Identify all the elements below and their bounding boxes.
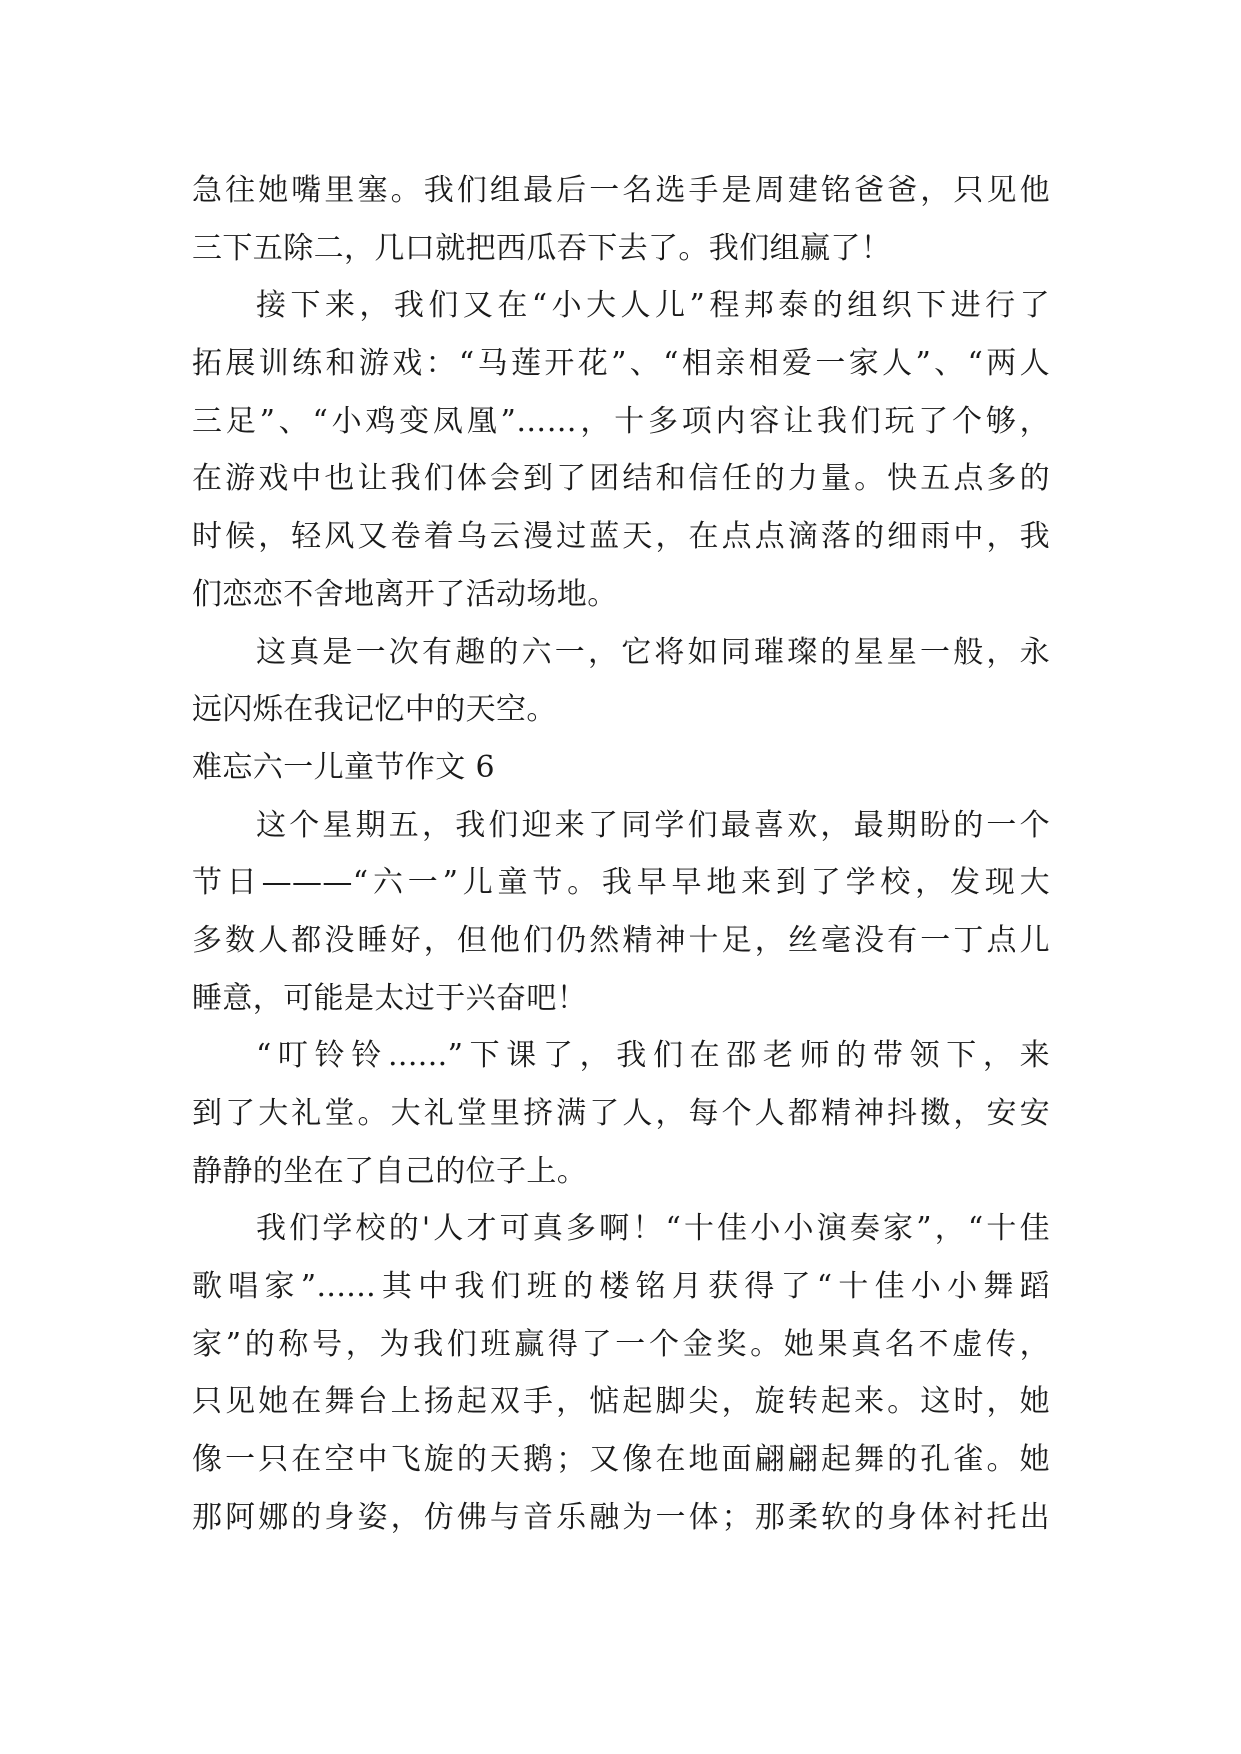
text-line: 静静的坐在了自己的位子上。 — [192, 1153, 588, 1189]
text-line: 拓展训练和游戏：“马莲开花”、“相亲相爱一家人”、“两人 — [192, 346, 1050, 382]
text-line: 家”的称号，为我们班赢得了一个金奖。她果真名不虚传， — [192, 1326, 1050, 1362]
text-line: 时候，轻风又卷着乌云漫过蓝天，在点点滴落的细雨中，我 — [192, 519, 1050, 555]
text-line: 三足”、“小鸡变凤凰”……，十多项内容让我们玩了个够， — [192, 403, 1050, 439]
text-line: 到了大礼堂。大礼堂里挤满了人，每个人都精神抖擞，安安 — [192, 1096, 1050, 1131]
text-line: 歌唱家”......其中我们班的楼铭月获得了“十佳小小舞蹈 — [192, 1269, 1050, 1305]
paragraph-first-line: “叮铃铃......”下课了，我们在邵老师的带领下，来 — [256, 1038, 1050, 1074]
text-line: 在游戏中也让我们体会到了团结和信任的力量。快五点多的 — [192, 461, 1050, 497]
text-line: 远闪烁在我记忆中的天空。 — [192, 692, 557, 728]
paragraph-first-line: 这个星期五，我们迎来了同学们最喜欢，最期盼的一个 — [256, 807, 1050, 843]
text-line: 节日———“六一”儿童节。我早早地来到了学校，发现大 — [192, 865, 1050, 901]
document-page — [192, 162, 1050, 1547]
text-line: 三下五除二，几口就把西瓜吞下去了。我们组赢了！ — [192, 230, 892, 266]
paragraph-first-line: 接下来，我们又在“小大人儿”程邦泰的组织下进行了 — [256, 288, 1050, 324]
text-line: 们恋恋不舍地离开了活动场地。 — [192, 576, 618, 612]
text-line: 那阿娜的身姿，仿佛与音乐融为一体；那柔软的身体衬托出 — [192, 1499, 1050, 1535]
text-line: 急往她嘴里塞。我们组最后一名选手是周建铭爸爸，只见他 — [192, 173, 1050, 208]
text-line: 只见她在舞台上扬起双手，惦起脚尖，旋转起来。这时，她 — [192, 1384, 1050, 1420]
text-line: 像一只在空中飞旋的天鹅；又像在地面翩翩起舞的孔雀。她 — [192, 1442, 1050, 1478]
paragraph-first-line: 我们学校的'人才可真多啊！“十佳小小演奏家”，“十佳 — [256, 1211, 1050, 1247]
text-line: 多数人都没睡好，但他们仍然精神十足，丝毫没有一丁点儿 — [192, 922, 1050, 958]
paragraph-first-line: 这真是一次有趣的六一，它将如同璀璨的星星一般，永 — [256, 634, 1050, 670]
text-line: 睡意，可能是太过于兴奋吧！ — [192, 980, 588, 1016]
text-line: 难忘六一儿童节作文 6 — [192, 749, 496, 785]
